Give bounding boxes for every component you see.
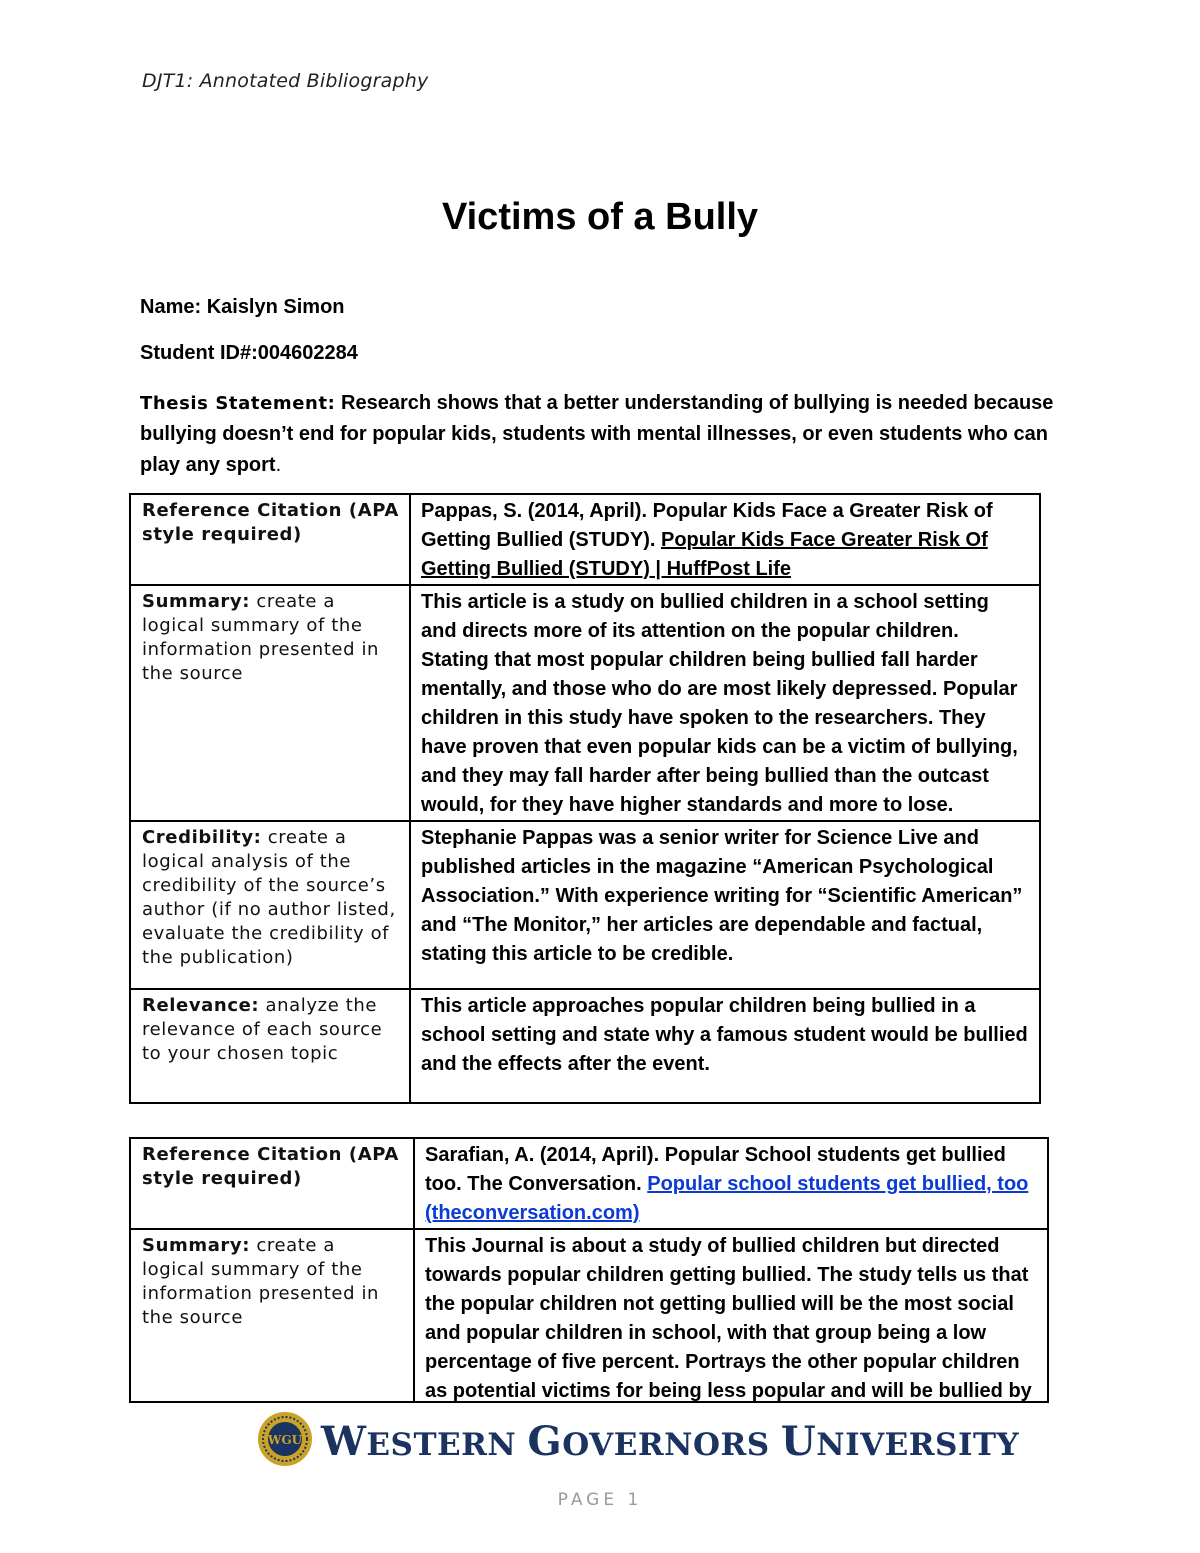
citation-label: Reference Citation (APA style required) — [142, 1144, 399, 1189]
thesis-label: Thesis Statement: — [140, 393, 336, 414]
university-logo — [257, 1410, 1020, 1470]
credibility-label: Credibility: — [142, 827, 262, 848]
citation-link[interactable]: Popular school students get bullied, too (theconversation.com) — [425, 1173, 1029, 1224]
table-row — [130, 1138, 1048, 1229]
summary-label-cell — [130, 1229, 414, 1402]
summary-label: Summary: — [142, 1235, 251, 1256]
summary-prompt: create a logical summary of the information presented in the source — [142, 591, 380, 684]
summary-label-cell — [130, 585, 410, 821]
relevance-label: Relevance: — [142, 995, 260, 1016]
table-row — [130, 821, 1040, 989]
thesis-end: . — [275, 454, 282, 476]
credibility-prompt: create a logical analysis of the credibility of the source’s author (if no author listed, evaluate the credibility of the publication) — [142, 827, 396, 968]
university-wordmark: WESTERN GOVERNORS UNIVERSITY — [321, 1418, 1020, 1465]
bibliography-entry-1 — [129, 493, 1041, 1104]
student-id: Student ID#:004602284 — [140, 342, 358, 364]
citation-cell — [414, 1138, 1048, 1229]
table-row — [130, 1229, 1048, 1402]
table-row — [130, 989, 1040, 1103]
relevance-label-cell — [130, 989, 410, 1103]
student-name: Name: Kaislyn Simon — [140, 296, 345, 318]
table-row — [130, 494, 1040, 585]
citation-label: Reference Citation (APA style required) — [142, 500, 399, 545]
thesis-text: Research shows that a better understanding of bullying is needed because bullying doesn’t end for popular kids, students with mental illnesses, or even students who can play any sport — [140, 392, 1054, 476]
document-title: Victims of a Bully — [441, 196, 759, 238]
summary-text — [414, 1229, 1048, 1402]
citation-label-cell — [130, 1138, 414, 1229]
citation-text: Pappas, S. (2014, April). Popular Kids Face a Greater Risk of Getting Bullied (STUDY). — [421, 500, 993, 551]
table-row — [130, 585, 1040, 821]
summary-text: This article is a study on bullied children in a school setting and directs more of its attention on the popular children. Stating that most popular children being bullied fall harder mentally, and those who do are most likely depressed. Popular children in this study have spoken to the researchers. They have proven that even popular kids can be a victim of bullying, and they may fall harder after being bullied than the outcast would, for they have higher standards and more to lose. — [410, 585, 1040, 821]
university-seal-icon — [257, 1411, 313, 1467]
credibility-text: Stephanie Pappas was a senior writer for Science Live and published articles in the magazine “American Psychological Association.” With experience writing for “Scientific American” and “The Monitor,” her articles are dependable and factual, stating this article to be credible. — [410, 821, 1040, 989]
citation-label-cell — [130, 494, 410, 585]
citation-link[interactable]: Popular Kids Face Greater Risk Of Getting Bullied (STUDY) | HuffPost Life — [421, 529, 988, 580]
summary-label: Summary: — [142, 591, 251, 612]
bibliography-entry-2 — [129, 1137, 1049, 1403]
citation-cell — [410, 494, 1040, 585]
credibility-label-cell — [130, 821, 410, 989]
relevance-text: This article approaches popular children being bullied in a school setting and state why a famous student would be bullied and the effects after the event. — [410, 989, 1040, 1103]
relevance-prompt: analyze the relevance of each source to your chosen topic — [142, 995, 383, 1064]
summary-text-clip: This Journal is about a study of bullied children but directed towards popular children getting bullied. The study tells us that the popular children not getting bullied will be the most social and popular children in school, with that group being a low percentage of five percent. Portrays the other popular children as potential victims for being less popular and will be bullied by — [425, 1235, 1032, 1401]
page-number: PAGE 1 — [557, 1490, 643, 1510]
citation-text: Sarafian, A. (2014, April). Popular School students get bullied too. The Conversation. — [425, 1144, 1006, 1195]
document-header: DJT1: Annotated Bibliography — [142, 70, 429, 92]
thesis-statement — [140, 388, 1070, 481]
summary-prompt: create a logical summary of the information presented in the source — [142, 1235, 380, 1328]
seal-text: WGU — [267, 1433, 303, 1447]
